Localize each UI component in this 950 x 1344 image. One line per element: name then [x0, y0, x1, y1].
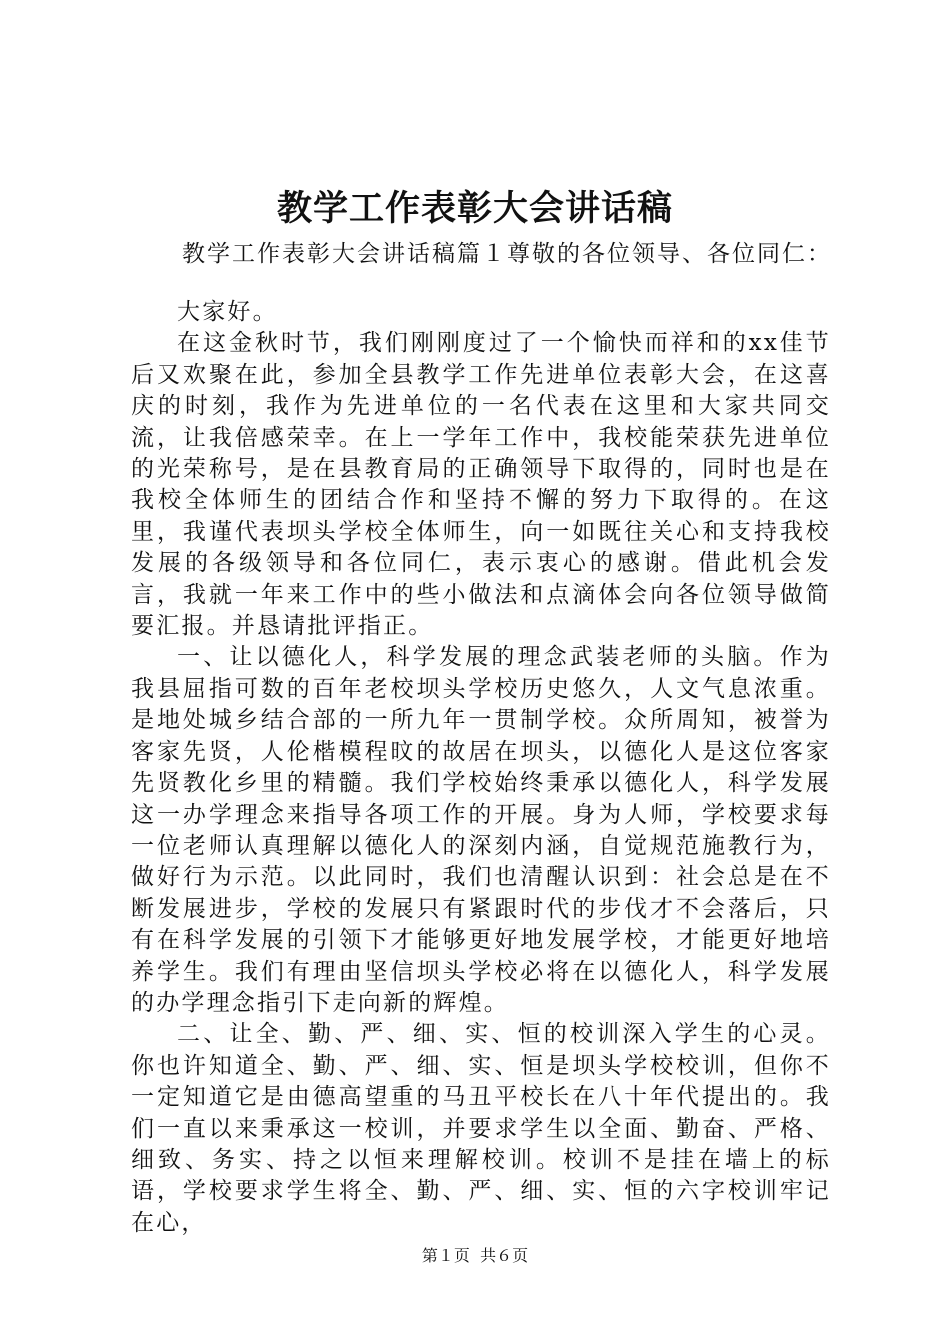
page-footer	[0, 1245, 950, 1267]
paragraph-opening: 在这金秋时节，我们刚刚度过了一个愉快而祥和的xx佳节后又欢聚在此，参加全县教学工作先进单位表彰大会，在这喜庆的时刻，我作为先进单位的一名代表在这里和大家共同交流，让我倍感荣幸。在上一学年工作中，我校能荣获先进单位的光荣称号，是在县教育局的正确领导下取得的，同时也是在我校全体师生的团结合作和坚持不懈的努力下取得的。在这里，我谨代表坝头学校全体师生，向一如既往关心和支持我校发展的各级领导和各位同仁，表示衷心的感谢。借此机会发言，我就一年来工作中的些小做法和点滴体会向各位领导做简要汇报。并恳请批评指正。	[131, 330, 831, 640]
document-title: 教学工作表彰大会讲话稿	[276, 188, 673, 229]
paragraph-greeting: 大家好。	[177, 299, 278, 325]
document-body	[131, 297, 831, 1239]
paragraph-section-two: 二、让全、勤、严、细、实、恒的校训深入学生的心灵。你也许知道全、勤、严、细、实、恒是坝头学校校训，但你不一定知道它是由德高望重的马丑平校长在八十年代提出的。我们一直以来秉承这一校训，并要求学生以全面、勤奋、严格、细致、务实、持之以恒来理解校训。校训不是挂在墙上的标语，学校要求学生将全、勤、严、细、实、恒的六字校训牢记在心，	[131, 1021, 831, 1236]
page-number: 第１页 共６页	[421, 1246, 529, 1265]
paragraph-section-one: 一、让以德化人，科学发展的理念武装老师的头脑。作为我县屈指可数的百年老校坝头学校历史悠久，人文气息浓重。是地处城乡结合部的一所九年一贯制学校。众所周知，被誉为客家先贤，人伦楷模程旼的故居在坝头，以德化人是这位客家先贤教化乡里的精髓。我们学校始终秉承以德化人，科学发展这一办学理念来指导各项工作的开展。身为人师，学校要求每一位老师认真理解以德化人的深刻内涵，自觉规范施教行为，做好行为示范。以此同时，我们也清醒认识到：社会总是在不断发展进步，学校的发展只有紧跟时代的步伐才不会落后，只有在科学发展的引领下才能够更好地发展学校，才能更好地培养学生。我们有理由坚信坝头学校必将在以德化人，科学发展的办学理念指引下走向新的辉煌。	[131, 644, 831, 1016]
intro-line: 教学工作表彰大会讲话稿篇１尊敬的各位领导、各位同仁：	[182, 241, 832, 267]
